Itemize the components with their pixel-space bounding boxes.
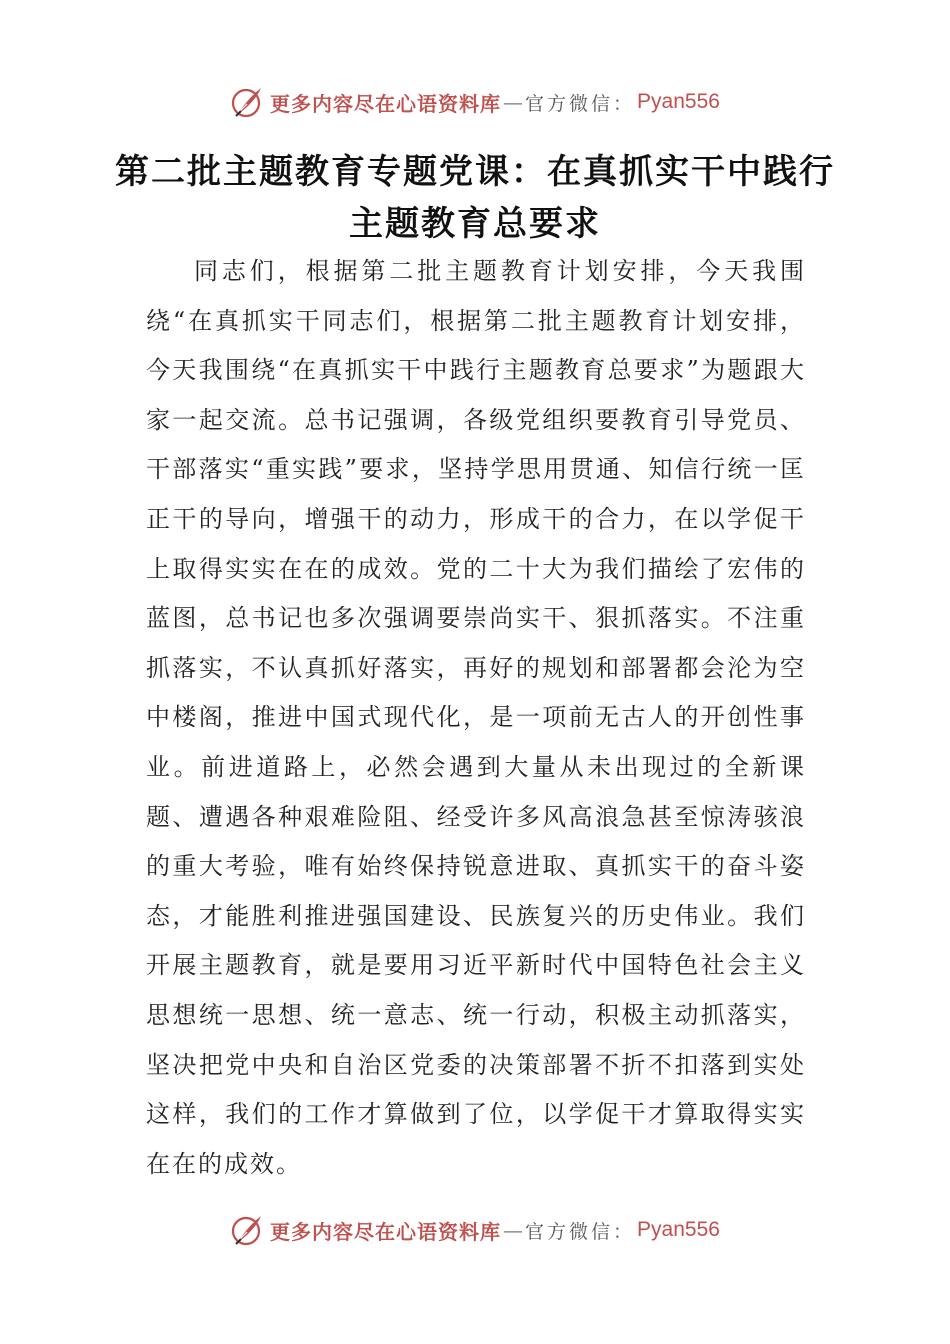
- banner-wechat-id: Pyan556: [637, 1218, 720, 1241]
- quill-pen-logo-icon: [230, 85, 264, 119]
- body-paragraph: 同志们，根据第二批主题教育计划安排，今天我围绕“在真抓实干同志们，根据第二批主题教育计划安排，今天我围绕“在真抓实干中践行主题教育总要求”为题跟大家一起交流。总书记强调，各级党组织要教育引导党员、干部落实“重实践”要求，坚持学思用贯通、知信行统一匡正干的导向，增强干的动力，形成干的合力，在以学促干上取得实实在在的成效。党的二十大为我们描绘了宏伟的蓝图，总书记也多次强调要崇尚实干、狠抓落实。不注重抓落实，不认真抓好落实，再好的规划和部署都会沦为空中楼阁，推进中国式现代化，是一项前无古人的开创性事业。前进道路上，必然会遇到大量从未出现过的全新课题、遭遇各种艰难险阻、经受许多风高浪急甚至惊涛骇浪的重大考验，唯有始终保持锐意进取、真抓实干的奋斗姿态，才能胜利推进强国建设、民族复兴的历史伟业。我们开展主题教育，就是要用习近平新时代中国特色社会主义思想统一思想、统一意志、统一行动，积极主动抓落实，坚决把党中央和自治区党委的决策部署不折不扣落到实处这样，我们的工作才算做到了位，以学促干才算取得实实在在的成效。: [146, 257, 806, 1178]
- banner-wechat-id: Pyan556: [637, 90, 720, 113]
- banner-wechat-label: 官方微信：: [525, 1220, 636, 1243]
- banner-promo-text: 更多内容尽在心语资料库: [270, 1219, 502, 1244]
- banner-separator: —: [503, 1218, 524, 1242]
- banner-wechat-label: 官方微信：: [525, 92, 636, 115]
- quill-pen-logo-icon: [230, 1213, 264, 1247]
- header-banner: [0, 82, 950, 122]
- document-title: 第二批主题教育专题党课：在真抓实干中践行主题教育总要求: [115, 152, 835, 244]
- banner-promo-text: 更多内容尽在心语资料库: [270, 91, 502, 116]
- banner-separator: —: [503, 90, 524, 114]
- footer-banner: [0, 1210, 950, 1250]
